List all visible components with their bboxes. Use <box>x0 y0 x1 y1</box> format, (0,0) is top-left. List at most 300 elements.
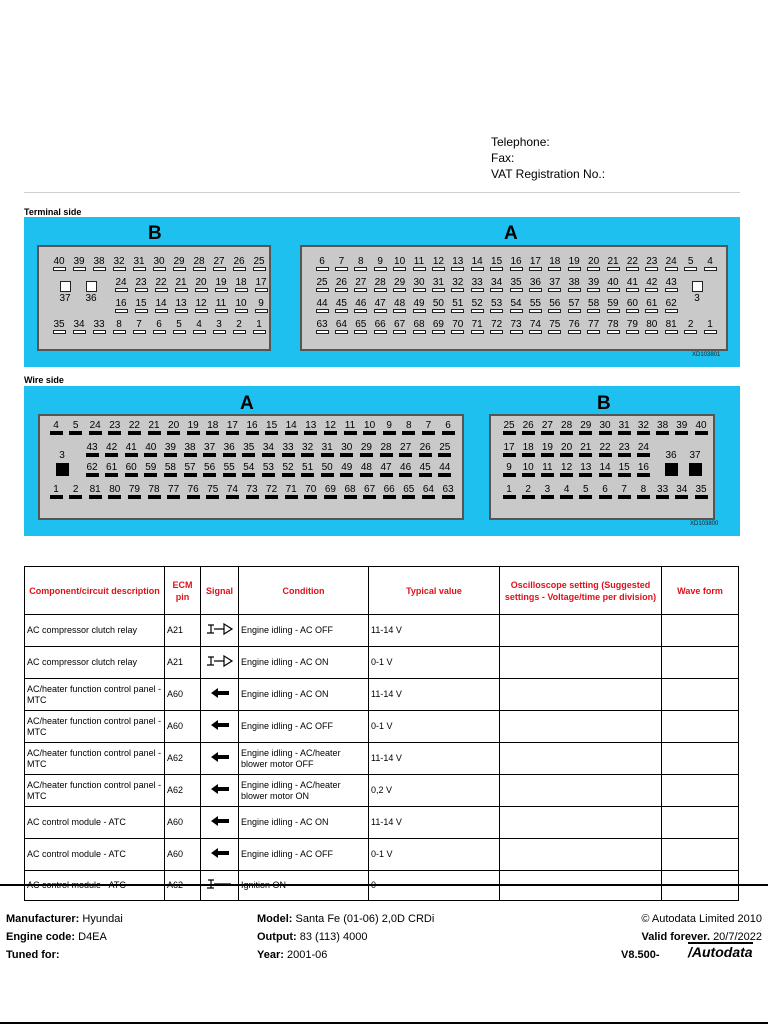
fax-label: Fax: <box>491 151 515 165</box>
pin: 30 <box>339 442 355 457</box>
component-cell: AC/heater function control panel - MTC <box>25 775 165 807</box>
pin: 26 <box>520 420 536 435</box>
input-arrow-icon <box>209 851 231 861</box>
pin: 50 <box>430 298 446 313</box>
pin: 67 <box>362 484 378 499</box>
pin: 39 <box>586 277 602 292</box>
pin: 24 <box>113 277 129 292</box>
pin: 13 <box>450 256 466 271</box>
header-oscilloscope: Oscilloscope setting (Suggested settings - Voltage/time per division) <box>500 567 662 615</box>
pin: 24 <box>635 442 651 457</box>
pin: 31 <box>616 420 632 435</box>
pin: 27 <box>211 256 227 271</box>
wire-connector-a <box>38 414 464 520</box>
pin: 25 <box>501 420 517 435</box>
pin: 16 <box>635 462 651 477</box>
pin: 80 <box>644 319 660 334</box>
oscilloscope-cell <box>500 647 662 679</box>
pin: 46 <box>398 462 414 477</box>
input-arrow-icon <box>209 691 231 701</box>
pin: 27 <box>398 442 414 457</box>
pin: 40 <box>605 277 621 292</box>
pin: 42 <box>644 277 660 292</box>
pin: 21 <box>578 442 594 457</box>
pin: 12 <box>559 462 575 477</box>
wave-form-cell <box>662 615 739 647</box>
pin: 27 <box>353 277 369 292</box>
header-component: Component/circuit description <box>25 567 165 615</box>
terminal-connector-a-letter: A <box>504 223 518 244</box>
pin: 73 <box>508 319 524 334</box>
ecm-pin-cell: A21 <box>165 615 201 647</box>
pin: 1 <box>48 484 64 499</box>
typical-value-cell: 0-1 V <box>369 839 500 871</box>
pin: 15 <box>133 298 149 313</box>
pin: 33 <box>655 484 671 499</box>
pin: 25 <box>314 277 330 292</box>
pin: 7 <box>333 256 349 271</box>
pin: 14 <box>469 256 485 271</box>
input-arrow-icon <box>209 755 231 765</box>
pin: 4 <box>191 319 207 334</box>
pin: 71 <box>469 319 485 334</box>
pin: 22 <box>126 420 142 435</box>
pin: 55 <box>527 298 543 313</box>
header-typical-value: Typical value <box>369 567 500 615</box>
pin: 32 <box>300 442 316 457</box>
condition-cell: Engine idling - AC OFF <box>239 711 369 743</box>
wire-diagram-code: XD103800 <box>690 521 719 527</box>
pin: 8 <box>635 484 651 499</box>
oscilloscope-cell <box>500 775 662 807</box>
terminal-connector-b-letter: B <box>148 223 162 244</box>
footer-engine: Engine code: D4EA <box>6 931 107 943</box>
pin: 1 <box>251 319 267 334</box>
oscilloscope-cell <box>500 743 662 775</box>
signal-cell <box>201 615 239 647</box>
pin: 59 <box>605 298 621 313</box>
pin: 25 <box>251 256 267 271</box>
pin: 34 <box>260 442 276 457</box>
pin: 49 <box>339 462 355 477</box>
pin: 30 <box>411 277 427 292</box>
pin: 2 <box>231 319 247 334</box>
pin: 32 <box>635 420 651 435</box>
pin: 60 <box>624 298 640 313</box>
signal-cell <box>201 743 239 775</box>
header-condition: Condition <box>239 567 369 615</box>
pin: 14 <box>153 298 169 313</box>
pin: 75 <box>547 319 563 334</box>
ecm-pin-cell: A60 <box>165 711 201 743</box>
pin: 56 <box>202 462 218 477</box>
pin: 23 <box>644 256 660 271</box>
footer-version: V8.500- <box>621 949 660 961</box>
pin: 43 <box>663 277 679 292</box>
telephone-label: Telephone: <box>491 135 550 149</box>
pin: 15 <box>489 256 505 271</box>
oscilloscope-cell <box>500 807 662 839</box>
pin: 57 <box>566 298 582 313</box>
pin: 81 <box>87 484 103 499</box>
typical-value-cell: 0 <box>369 871 500 901</box>
pin: 28 <box>191 256 207 271</box>
pin: 76 <box>185 484 201 499</box>
pin: 52 <box>280 462 296 477</box>
pin: 40 <box>693 420 709 435</box>
pin: 29 <box>392 277 408 292</box>
pin: 15 <box>616 462 632 477</box>
pin: 31 <box>430 277 446 292</box>
pin: 9 <box>372 256 388 271</box>
pin: 64 <box>333 319 349 334</box>
pin: 5 <box>171 319 187 334</box>
pin: 1 <box>702 319 718 334</box>
table-row <box>25 647 739 679</box>
pin: 66 <box>381 484 397 499</box>
pin: 40 <box>143 442 159 457</box>
pin: 10 <box>520 462 536 477</box>
pin: 18 <box>520 442 536 457</box>
pin: 1 <box>501 484 517 499</box>
pin: 58 <box>162 462 178 477</box>
pin: 65 <box>401 484 417 499</box>
component-cell: AC compressor clutch relay <box>25 615 165 647</box>
pin: 4 <box>48 420 64 435</box>
pin: 9 <box>381 420 397 435</box>
pin: 11 <box>411 256 427 271</box>
pin: 53 <box>489 298 505 313</box>
wire-connector-b-letter: B <box>597 393 611 414</box>
footer-manufacturer: Manufacturer: Hyundai <box>6 913 123 925</box>
header-signal: Signal <box>201 567 239 615</box>
typical-value-cell: 0-1 V <box>369 711 500 743</box>
pin: 3 <box>211 319 227 334</box>
pin: 3 <box>689 281 705 304</box>
pin: 4 <box>702 256 718 271</box>
table-row <box>25 743 739 775</box>
autodata-logo: /Autodata <box>688 944 753 960</box>
footer-tuned: Tuned for: <box>6 949 60 961</box>
pin: 15 <box>264 420 280 435</box>
pin: 62 <box>84 462 100 477</box>
ecm-pin-cell: A62 <box>165 775 201 807</box>
condition-cell: Engine idling - AC ON <box>239 647 369 679</box>
oscilloscope-cell <box>500 615 662 647</box>
pin: 16 <box>508 256 524 271</box>
pin: 9 <box>501 462 517 477</box>
pin: 12 <box>322 420 338 435</box>
pin: 61 <box>644 298 660 313</box>
typical-value-cell: 0,2 V <box>369 775 500 807</box>
footer-valid: Valid forever. 20/7/2022 <box>641 931 762 943</box>
wave-form-cell <box>662 711 739 743</box>
pin: 36 <box>83 281 99 304</box>
pin: 70 <box>450 319 466 334</box>
wire-side-panel <box>24 386 740 536</box>
pin: 20 <box>166 420 182 435</box>
pin: 69 <box>322 484 338 499</box>
pin: 10 <box>362 420 378 435</box>
pin: 7 <box>616 484 632 499</box>
pin: 77 <box>586 319 602 334</box>
pin: 20 <box>586 256 602 271</box>
table-row <box>25 775 739 807</box>
terminal-diagram-code: XD103801 <box>692 352 721 358</box>
pin: 10 <box>392 256 408 271</box>
pin: 55 <box>221 462 237 477</box>
oscilloscope-cell <box>500 711 662 743</box>
pin: 74 <box>527 319 543 334</box>
table-header-row <box>25 567 739 615</box>
table-row <box>25 615 739 647</box>
pin: 37 <box>202 442 218 457</box>
pin: 5 <box>68 420 84 435</box>
pin: 19 <box>213 277 229 292</box>
pin: 14 <box>283 420 299 435</box>
pin: 39 <box>71 256 87 271</box>
pin: 21 <box>605 256 621 271</box>
pin: 18 <box>233 277 249 292</box>
condition-cell: Engine idling - AC ON <box>239 679 369 711</box>
pin: 38 <box>182 442 198 457</box>
condition-cell: Engine idling - AC OFF <box>239 615 369 647</box>
pin: 29 <box>578 420 594 435</box>
pin: 19 <box>566 256 582 271</box>
output-icon <box>205 628 235 638</box>
pin: 28 <box>559 420 575 435</box>
pin: 9 <box>253 298 269 313</box>
pin: 19 <box>185 420 201 435</box>
pin: 41 <box>624 277 640 292</box>
pin: 29 <box>171 256 187 271</box>
pin: 16 <box>244 420 260 435</box>
pin: 38 <box>566 277 582 292</box>
wave-form-cell <box>662 839 739 871</box>
pin: 58 <box>586 298 602 313</box>
pin: 34 <box>71 319 87 334</box>
header-wave-form: Wave form <box>662 567 739 615</box>
pin: 36 <box>527 277 543 292</box>
pin: 35 <box>693 484 709 499</box>
pin: 47 <box>372 298 388 313</box>
pin: 14 <box>597 462 613 477</box>
table-row <box>25 679 739 711</box>
pin: 81 <box>663 319 679 334</box>
pin: 7 <box>131 319 147 334</box>
pin: 60 <box>123 462 139 477</box>
footer-copyright: © Autodata Limited 2010 <box>641 913 762 925</box>
wave-form-cell <box>662 679 739 711</box>
pin: 75 <box>205 484 221 499</box>
pin: 77 <box>166 484 182 499</box>
pin: 46 <box>353 298 369 313</box>
pin: 79 <box>126 484 142 499</box>
pin: 47 <box>378 462 394 477</box>
pin: 28 <box>372 277 388 292</box>
condition-cell: Engine idling - AC ON <box>239 807 369 839</box>
input-arrow-icon <box>209 723 231 733</box>
pin: 3 <box>539 484 555 499</box>
pin: 8 <box>401 420 417 435</box>
header-divider <box>24 192 740 193</box>
pin: 72 <box>489 319 505 334</box>
pin: 19 <box>539 442 555 457</box>
pin: 2 <box>68 484 84 499</box>
pin: 17 <box>253 277 269 292</box>
signal-cell <box>201 839 239 871</box>
pin: 54 <box>241 462 257 477</box>
input-arrow-icon <box>209 787 231 797</box>
signal-cell <box>201 647 239 679</box>
pin: 32 <box>111 256 127 271</box>
pin: 33 <box>469 277 485 292</box>
pin: 74 <box>224 484 240 499</box>
footer-year: Year: 2001-06 <box>257 949 328 961</box>
pin: 4 <box>559 484 575 499</box>
component-cell: AC/heater function control panel - MTC <box>25 743 165 775</box>
pin: 45 <box>333 298 349 313</box>
typical-value-cell: 11-14 V <box>369 807 500 839</box>
wave-form-cell <box>662 743 739 775</box>
pin: 33 <box>91 319 107 334</box>
pin: 17 <box>501 442 517 457</box>
component-cell: AC control module - ATC <box>25 871 165 901</box>
pin: 78 <box>605 319 621 334</box>
pin: 2 <box>683 319 699 334</box>
pin: 40 <box>51 256 67 271</box>
wire-connector-a-letter: A <box>240 393 254 414</box>
pin: 20 <box>559 442 575 457</box>
pin: 56 <box>547 298 563 313</box>
output-icon <box>205 660 235 670</box>
pin: 63 <box>440 484 456 499</box>
pin: 80 <box>107 484 123 499</box>
pin: 22 <box>624 256 640 271</box>
pin: 64 <box>420 484 436 499</box>
pin: 68 <box>411 319 427 334</box>
pin: 25 <box>437 442 453 457</box>
pin: 16 <box>113 298 129 313</box>
pin: 44 <box>314 298 330 313</box>
contact-info <box>491 134 605 182</box>
pin: 31 <box>319 442 335 457</box>
ecm-pin-cell: A62 <box>165 871 201 901</box>
pin: 38 <box>655 420 671 435</box>
pin: 8 <box>111 319 127 334</box>
pin: 28 <box>378 442 394 457</box>
wire-side-label: Wire side <box>24 375 64 385</box>
pin: 50 <box>319 462 335 477</box>
pin: 35 <box>508 277 524 292</box>
wave-form-cell <box>662 775 739 807</box>
component-cell: AC control module - ATC <box>25 807 165 839</box>
pin: 71 <box>283 484 299 499</box>
pin: 39 <box>674 420 690 435</box>
signal-cell <box>201 775 239 807</box>
pin: 23 <box>107 420 123 435</box>
pin: 67 <box>392 319 408 334</box>
pin: 12 <box>430 256 446 271</box>
component-cell: AC/heater function control panel - MTC <box>25 711 165 743</box>
pin: 6 <box>597 484 613 499</box>
table-row <box>25 807 739 839</box>
pin: 21 <box>173 277 189 292</box>
wave-form-cell <box>662 807 739 839</box>
pin: 3 <box>54 450 70 476</box>
input-arrow-icon <box>209 819 231 829</box>
wire-connector-b <box>489 414 715 520</box>
signal-cell <box>201 807 239 839</box>
pin: 78 <box>146 484 162 499</box>
pin: 45 <box>417 462 433 477</box>
pin: 36 <box>221 442 237 457</box>
terminal-side-panel <box>24 217 740 367</box>
pin: 73 <box>244 484 260 499</box>
pin: 69 <box>430 319 446 334</box>
pin: 52 <box>469 298 485 313</box>
ecm-pin-cell: A60 <box>165 807 201 839</box>
pin: 5 <box>683 256 699 271</box>
pin: 70 <box>303 484 319 499</box>
pin: 24 <box>663 256 679 271</box>
condition-cell: Engine idling - AC/heater blower motor OFF <box>239 743 369 775</box>
terminal-connector-b <box>37 245 271 351</box>
pin: 61 <box>104 462 120 477</box>
ecm-pin-cell: A60 <box>165 679 201 711</box>
pin: 44 <box>437 462 453 477</box>
pin: 22 <box>153 277 169 292</box>
table-row <box>25 711 739 743</box>
signal-cell <box>201 711 239 743</box>
pin: 30 <box>597 420 613 435</box>
terminal-side-label: Terminal side <box>24 207 82 217</box>
pin: 53 <box>260 462 276 477</box>
pin: 37 <box>547 277 563 292</box>
pin: 43 <box>84 442 100 457</box>
typical-value-cell: 11-14 V <box>369 743 500 775</box>
pin: 36 <box>663 450 679 476</box>
pin: 18 <box>547 256 563 271</box>
pin: 13 <box>173 298 189 313</box>
component-cell: AC compressor clutch relay <box>25 647 165 679</box>
pin: 68 <box>342 484 358 499</box>
pin: 41 <box>123 442 139 457</box>
condition-cell: Engine idling - AC/heater blower motor ON <box>239 775 369 807</box>
pin: 32 <box>450 277 466 292</box>
pin: 24 <box>87 420 103 435</box>
ecm-pin-cell: A62 <box>165 743 201 775</box>
pin: 2 <box>520 484 536 499</box>
pin: 35 <box>51 319 67 334</box>
condition-cell: Engine idling - AC OFF <box>239 839 369 871</box>
header-ecm-pin: ECM pin <box>165 567 201 615</box>
component-cell: AC/heater function control panel - MTC <box>25 679 165 711</box>
pin: 57 <box>182 462 198 477</box>
typical-value-cell: 11-14 V <box>369 679 500 711</box>
pin: 8 <box>353 256 369 271</box>
pin: 29 <box>358 442 374 457</box>
pin: 51 <box>450 298 466 313</box>
pin: 12 <box>193 298 209 313</box>
pin: 10 <box>233 298 249 313</box>
pin: 59 <box>143 462 159 477</box>
pin: 26 <box>333 277 349 292</box>
pin: 34 <box>489 277 505 292</box>
component-cell: AC control module - ATC <box>25 839 165 871</box>
pin: 21 <box>146 420 162 435</box>
pin: 42 <box>104 442 120 457</box>
